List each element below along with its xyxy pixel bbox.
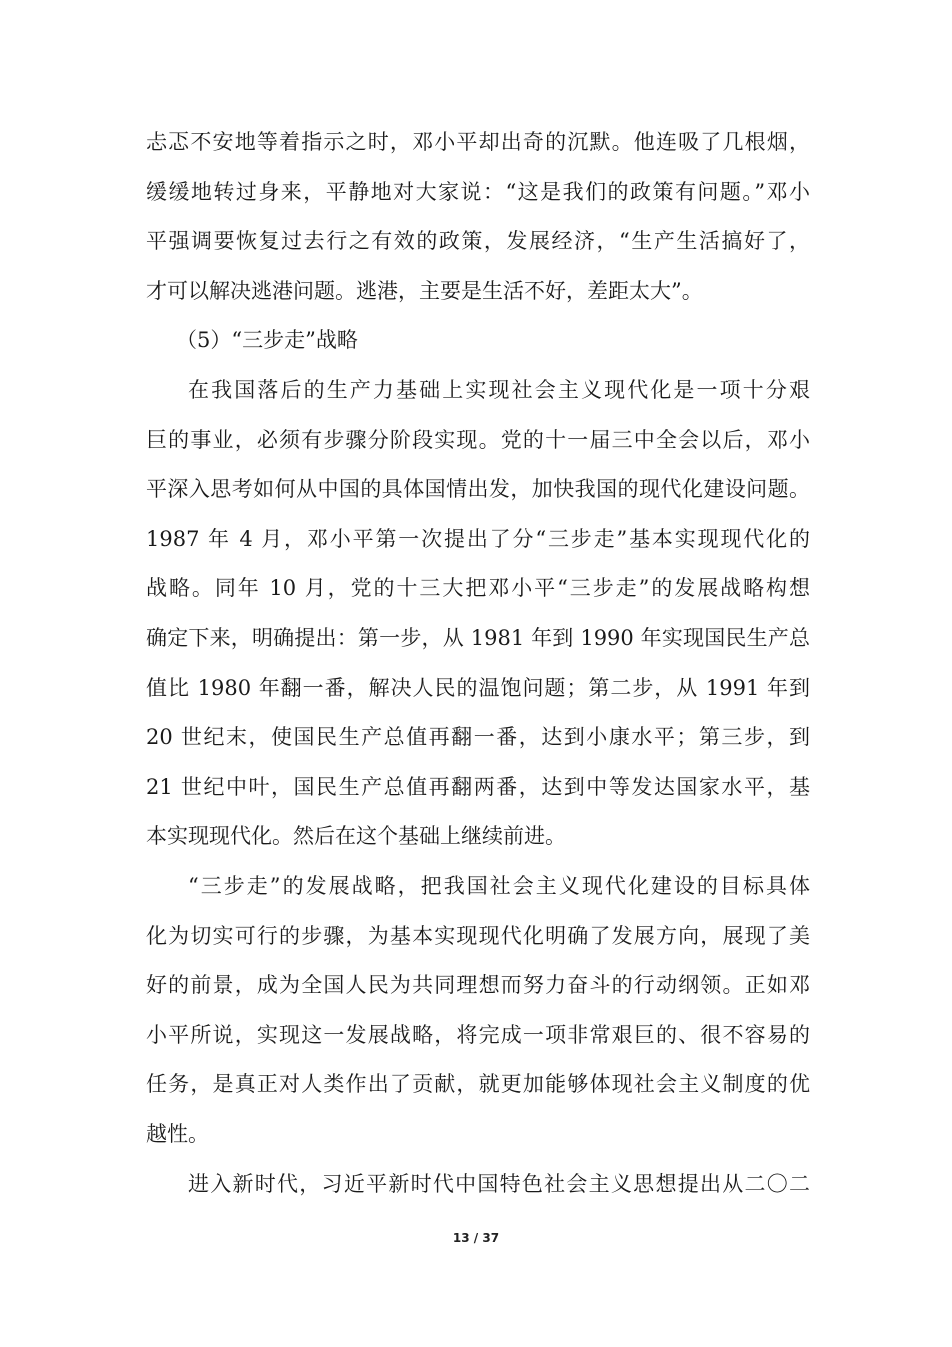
paragraph-line: 本实现现代化。然后在这个基础上继续前进。	[146, 824, 566, 848]
paragraph-line: 越性。	[146, 1122, 209, 1146]
paragraph-line: 20 世纪末，使国民生产总值再翻一番，达到小康水平；第三步，到	[146, 725, 810, 749]
paragraph-line: 小平所说，实现这一发展战略，将完成一项非常艰巨的、很不容易的	[146, 1023, 810, 1047]
paragraph-line: 化为切实可行的步骤，为基本实现现代化明确了发展方向，展现了美	[146, 924, 810, 948]
paragraph-line: 21 世纪中叶，国民生产总值再翻两番，达到中等发达国家水平，基	[146, 775, 810, 799]
paragraph-line: 好的前景，成为全国人民为共同理想而努力奋斗的行动纲领。正如邓	[146, 973, 810, 997]
paragraph-line: 才可以解决逃港问题。逃港，主要是生活不好，差距太大”。	[146, 279, 703, 303]
paragraph-line: 1987 年 4 月，邓小平第一次提出了分“三步走”基本实现现代化的	[146, 527, 810, 551]
paragraph-line: 缓缓地转过身来，平静地对大家说：“这是我们的政策有问题。”邓小	[146, 180, 810, 204]
paragraph-line: “三步走”的发展战略，把我国社会主义现代化建设的目标具体	[188, 874, 810, 898]
section-heading: （5）“三步走”战略	[176, 328, 358, 352]
paragraph-line: 平深入思考如何从中国的具体国情出发，加快我国的现代化建设问题。	[146, 477, 810, 501]
paragraph-line: 战略。同年 10 月，党的十三大把邓小平“三步走”的发展战略构想	[146, 576, 810, 600]
paragraph-line: 值比 1980 年翻一番，解决人民的温饱问题；第二步，从 1991 年到	[146, 676, 810, 700]
paragraph-line: 平强调要恢复过去行之有效的政策，发展经济，“生产生活搞好了，	[146, 229, 810, 253]
paragraph-line: 任务，是真正对人类作出了贡献，就更加能够体现社会主义制度的优	[146, 1072, 810, 1096]
paragraph-line: 确定下来，明确提出：第一步，从 1981 年到 1990 年实现国民生产总	[146, 626, 810, 650]
page-number: 13 / 37	[452, 1231, 500, 1245]
paragraph-line: 在我国落后的生产力基础上实现社会主义现代化是一项十分艰	[188, 378, 810, 402]
paragraph-line: 忐忑不安地等着指示之时，邓小平却出奇的沉默。他连吸了几根烟，	[146, 130, 810, 154]
paragraph-line: 巨的事业，必须有步骤分阶段实现。党的十一届三中全会以后，邓小	[146, 428, 810, 452]
paragraph-line: 进入新时代，习近平新时代中国特色社会主义思想提出从二〇二	[188, 1172, 810, 1196]
